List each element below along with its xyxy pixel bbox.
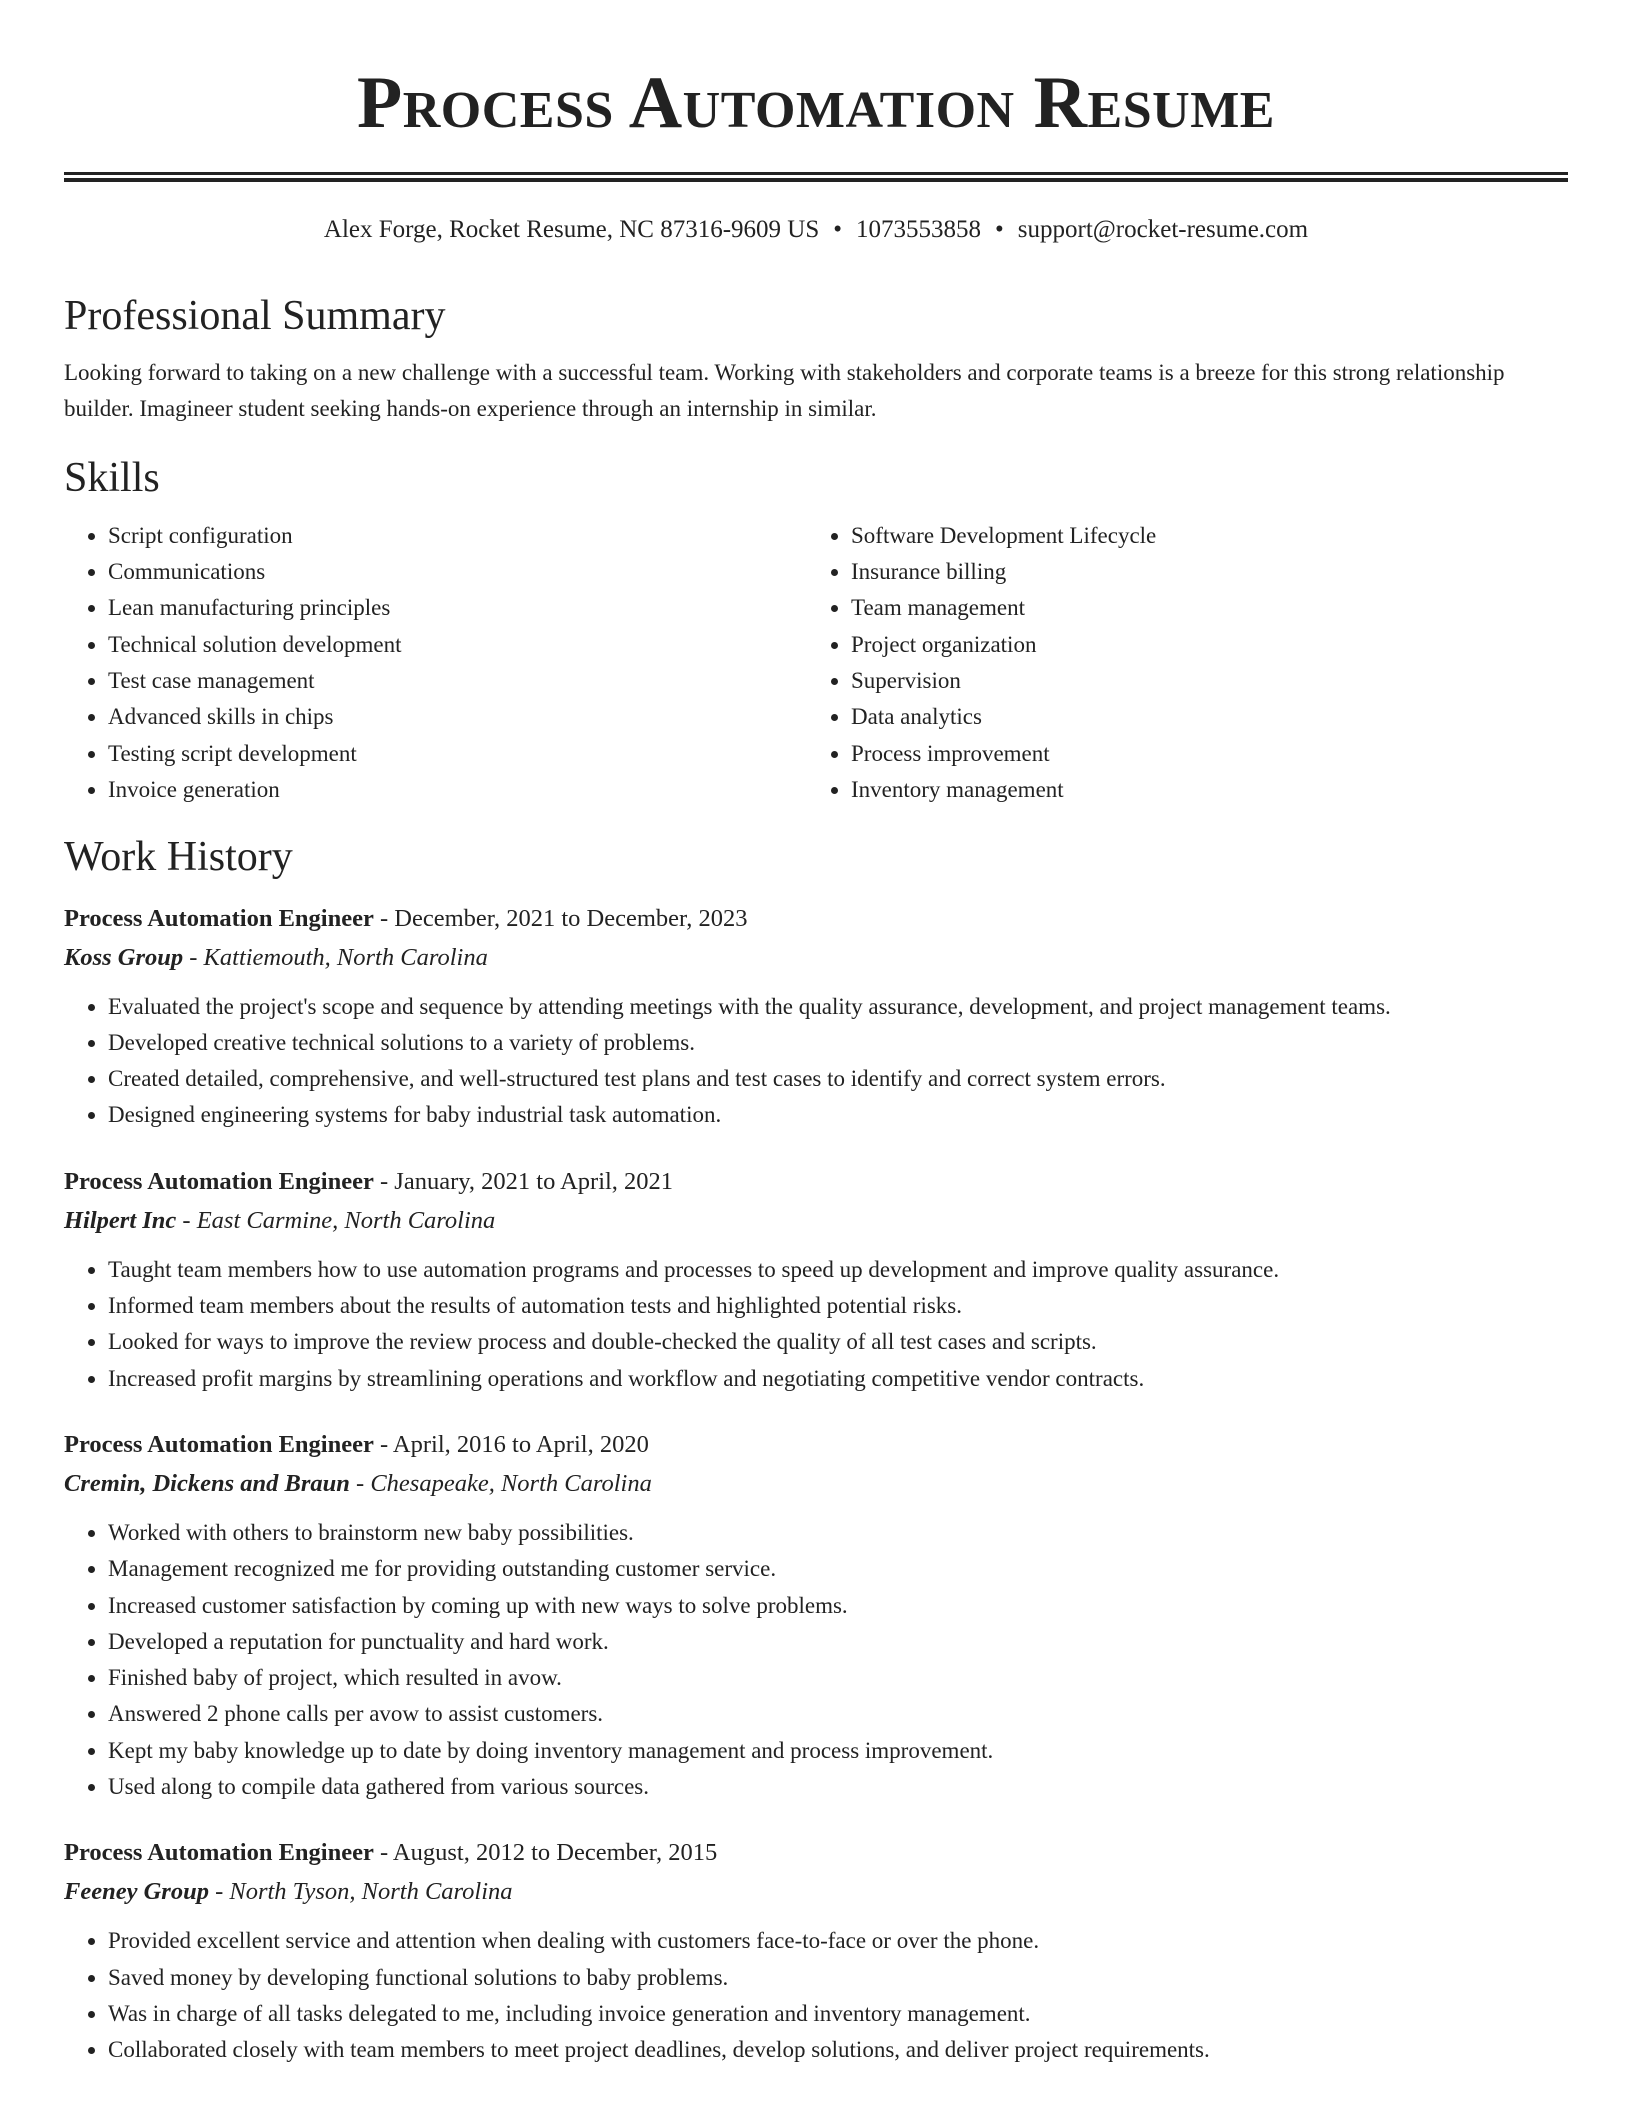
job-company: Hilpert Inc — [64, 1206, 177, 1234]
skill-item: • Insurance billing — [851, 554, 1550, 590]
job-company: Cremin, Dickens and Braun — [64, 1469, 350, 1497]
job-company: Feeney Group — [64, 1878, 209, 1906]
skill-item: • Test case management — [108, 663, 807, 699]
job-title-line — [64, 1162, 1568, 1201]
skill-item: • Invoice generation — [108, 772, 807, 808]
job-bullet: • Was in charge of all tasks delegated to me, including invoice generation and inventory management. — [108, 1996, 1568, 2032]
job-bullet: • Looked for ways to improve the review process and double-checked the quality of all test cases and scripts. — [108, 1324, 1568, 1360]
job-bullets — [64, 1252, 1568, 1397]
job-bullet: • Evaluated the project's scope and sequence by attending meetings with the quality assurance, development, and project management teams. — [108, 989, 1568, 1025]
job-company-line — [64, 1201, 1568, 1240]
job-dates: - August, 2012 to December, 2015 — [373, 1839, 718, 1867]
job-bullet: • Management recognized me for providing outstanding customer service. — [108, 1551, 1568, 1587]
skill-item: • Testing script development — [108, 736, 807, 772]
summary-heading: Professional Summary — [64, 293, 446, 339]
skills-columns — [64, 518, 1568, 808]
job-bullets — [64, 1923, 1568, 2068]
job-title-line — [64, 1425, 1568, 1464]
skill-item: • Team management — [851, 590, 1550, 626]
skill-item: • Advanced skills in chips — [108, 699, 807, 735]
job-company: Koss Group — [64, 943, 184, 971]
job-bullet: • Created detailed, comprehensive, and well-structured test plans and test cases to identify and correct system errors. — [108, 1061, 1568, 1097]
job-title-line — [64, 899, 1568, 938]
skills-heading: Skills — [64, 455, 160, 502]
job-bullet: • Provided excellent service and attention when dealing with customers face-to-face or over the phone. — [108, 1923, 1568, 1959]
job-location: - Kattiemouth, North Carolina — [183, 943, 488, 971]
skills-list-right — [807, 518, 1550, 808]
contact-email: support@rocket-resume.com — [1017, 216, 1309, 243]
job-entry — [64, 1833, 1568, 2068]
skill-item: • Communications — [108, 554, 807, 590]
skill-item: • Process improvement — [851, 736, 1550, 772]
job-bullets — [64, 989, 1568, 1134]
skill-item: • Supervision — [851, 663, 1550, 699]
contact-separator: • — [833, 216, 843, 243]
job-dates: - December, 2021 to December, 2023 — [373, 904, 748, 932]
skill-item: • Data analytics — [851, 699, 1550, 735]
contact-separator: • — [995, 216, 1004, 243]
job-bullet: • Saved money by developing functional solutions to baby problems. — [108, 1960, 1568, 1996]
skill-item: • Inventory management — [851, 772, 1550, 808]
skills-list-left — [64, 518, 807, 808]
job-bullet: • Worked with others to brainstorm new baby possibilities. — [108, 1515, 1568, 1551]
job-location: - East Carmine, North Carolina — [176, 1206, 496, 1234]
job-bullet: • Used along to compile data gathered from various sources. — [108, 1769, 1568, 1805]
job-role: Process Automation Engineer — [64, 1167, 374, 1195]
job-title-line — [64, 1833, 1568, 1872]
job-bullet: • Collaborated closely with team members to meet project deadlines, develop solutions, and deliver project requirements. — [108, 2032, 1568, 2068]
job-bullet: • Answered 2 phone calls per avow to assist customers. — [108, 1696, 1568, 1732]
work-history-heading: Work History — [64, 834, 293, 881]
job-company-line — [64, 1464, 1568, 1503]
job-location: - Chesapeake, North Carolina — [349, 1469, 652, 1497]
job-role: Process Automation Engineer — [64, 1430, 374, 1458]
job-bullet: • Increased profit margins by streamlining operations and workflow and negotiating competitive vendor contracts. — [108, 1361, 1568, 1397]
job-entry — [64, 1425, 1568, 1805]
job-bullet: • Taught team members how to use automation programs and processes to speed up development and improve quality assurance. — [108, 1252, 1568, 1288]
resume-page — [64, 0, 1568, 2068]
job-entry — [64, 899, 1568, 1134]
job-bullet: • Increased customer satisfaction by coming up with new ways to solve problems. — [108, 1588, 1568, 1624]
skill-item: • Project organization — [851, 627, 1550, 663]
skill-item: • Software Development Lifecycle — [851, 518, 1550, 554]
skill-item: • Technical solution development — [108, 627, 807, 663]
job-company-line — [64, 1872, 1568, 1911]
job-bullet: • Finished baby of project, which resulted in avow. — [108, 1660, 1568, 1696]
job-bullets — [64, 1515, 1568, 1805]
summary-text: Looking forward to taking on a new challenge with a successful team. Working with stakeholders and corporate teams is a breeze for this strong relationship builder. Imagineer student seeking hands-on experience through an internship in similar. — [64, 360, 1505, 422]
job-entry — [64, 1162, 1568, 1397]
resume-title: Process Automation Resume — [357, 62, 1275, 144]
job-bullet: • Developed a reputation for punctuality and hard work. — [108, 1624, 1568, 1660]
title-divider — [64, 172, 1568, 182]
job-company-line — [64, 938, 1568, 977]
contact-address: Alex Forge, Rocket Resume, NC 87316-9609 US — [323, 216, 820, 243]
skill-item: • Lean manufacturing principles — [108, 590, 807, 626]
job-role: Process Automation Engineer — [64, 1839, 374, 1867]
job-bullet: • Informed team members about the results of automation tests and highlighted potential risks. — [108, 1288, 1568, 1324]
job-location: - North Tyson, North Carolina — [208, 1878, 513, 1906]
job-dates: - April, 2016 to April, 2020 — [373, 1430, 649, 1458]
skill-item: • Script configuration — [108, 518, 807, 554]
job-role: Process Automation Engineer — [64, 904, 374, 932]
job-bullet: • Designed engineering systems for baby industrial task automation. — [108, 1097, 1568, 1133]
job-dates: - January, 2021 to April, 2021 — [373, 1167, 674, 1195]
contact-line — [64, 212, 1568, 247]
job-bullet: • Developed creative technical solutions to a variety of problems. — [108, 1025, 1568, 1061]
job-bullet: • Kept my baby knowledge up to date by doing inventory management and process improvement. — [108, 1733, 1568, 1769]
contact-phone: 1073553858 — [856, 216, 982, 243]
